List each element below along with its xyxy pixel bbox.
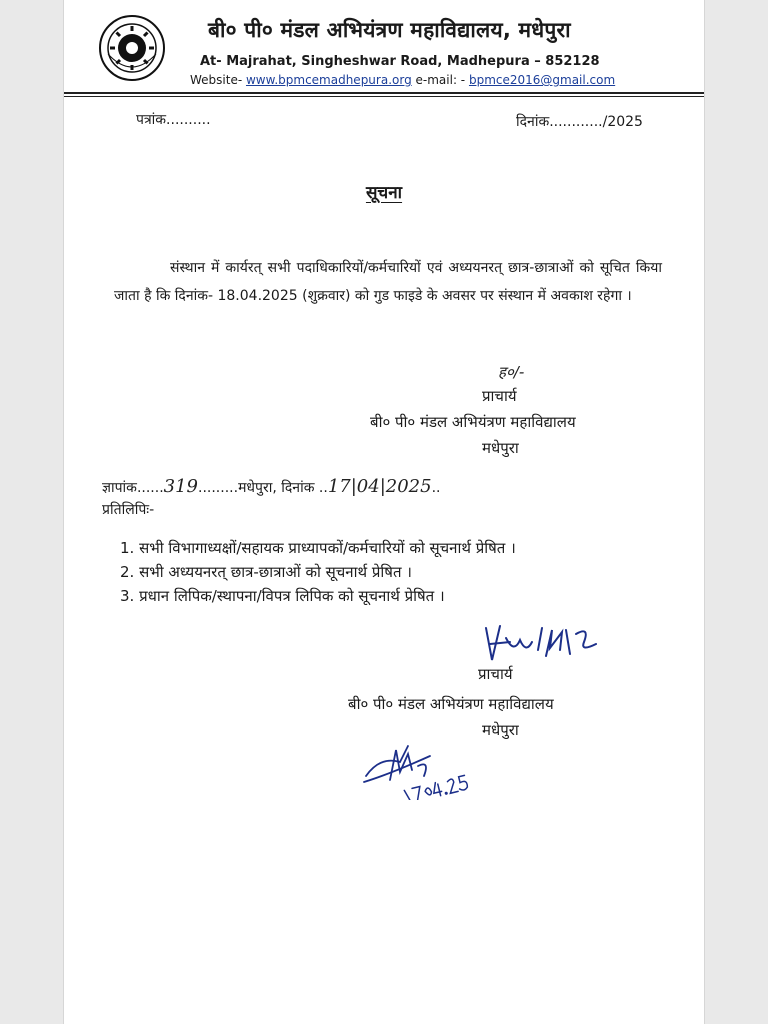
contact-line	[190, 73, 615, 87]
memo-place: मधेपुरा, दिनांक	[238, 480, 315, 496]
signatory-role: प्राचार्य	[478, 665, 513, 683]
signatory-city: मधेपुरा	[482, 721, 519, 739]
notice-body: संस्थान में कार्यरत् सभी पदाधिकारियों/कर्मचारियों एवं अध्ययनरत् छात्र-छात्राओं को सूचित किया जाता है कि दिनांक- 18.04.2025 (शुक्रवार) को गुड फाइडे के अवसर पर संस्थान में अवकाश रहेगा ।	[114, 260, 662, 304]
list-item: 1. सभी विभागाध्यक्षों/सहायक प्राध्यापकों/कर्मचारियों को सूचनार्थ प्रेषित ।	[120, 539, 516, 557]
notice-page	[64, 0, 704, 1024]
memo-label: ज्ञापांक	[102, 480, 137, 496]
college-logo-icon	[98, 14, 166, 82]
letter-number: पत्रांक..........	[136, 112, 211, 128]
list-item: 2. सभी अध्ययनरत् छात्र-छात्राओं को सूचनार्थ प्रेषित ।	[120, 563, 412, 581]
copy-list	[120, 536, 516, 608]
email-link[interactable]: bpmce2016@gmail.com	[468, 73, 616, 87]
website-link[interactable]: www.bpmcemadhepura.org	[245, 73, 412, 87]
signatory-institution: बी० पी० मंडल अभियंत्रण महाविद्यालय	[370, 413, 576, 431]
website-label: Website-	[190, 73, 246, 87]
signed-mark: ह०/-	[498, 363, 525, 381]
initials-signature-icon	[360, 740, 480, 800]
signatory-city: मधेपुरा	[482, 439, 519, 457]
memo-date: 17|04|2025	[327, 476, 432, 497]
copy-label: प्रतिलिपिः-	[102, 502, 155, 518]
letter-date: दिनांक............/2025	[516, 114, 643, 130]
college-name: बी० पी० मंडल अभियंत्रण महाविद्यालय, मधेपुरा	[208, 18, 571, 42]
memo-number: 319	[163, 476, 198, 497]
college-address: At- Majrahat, Singheshwar Road, Madhepura – 852128	[200, 54, 600, 69]
notice-title: सूचना	[365, 183, 403, 203]
memo-line: ज्ञापांक......319.........मधेपुरा, दिनांक ..17|04|2025..	[102, 476, 441, 497]
signatory-institution: बी० पी० मंडल अभियंत्रण महाविद्यालय	[348, 695, 554, 713]
signatory-role: प्राचार्य	[482, 387, 517, 405]
list-item: 3. प्रधान लिपिक/स्थापना/विपत्र लिपिक को सूचनार्थ प्रेषित ।	[120, 587, 445, 605]
header-divider-thin	[64, 96, 704, 97]
header-divider	[64, 92, 704, 94]
email-label: e-mail: -	[411, 73, 469, 87]
